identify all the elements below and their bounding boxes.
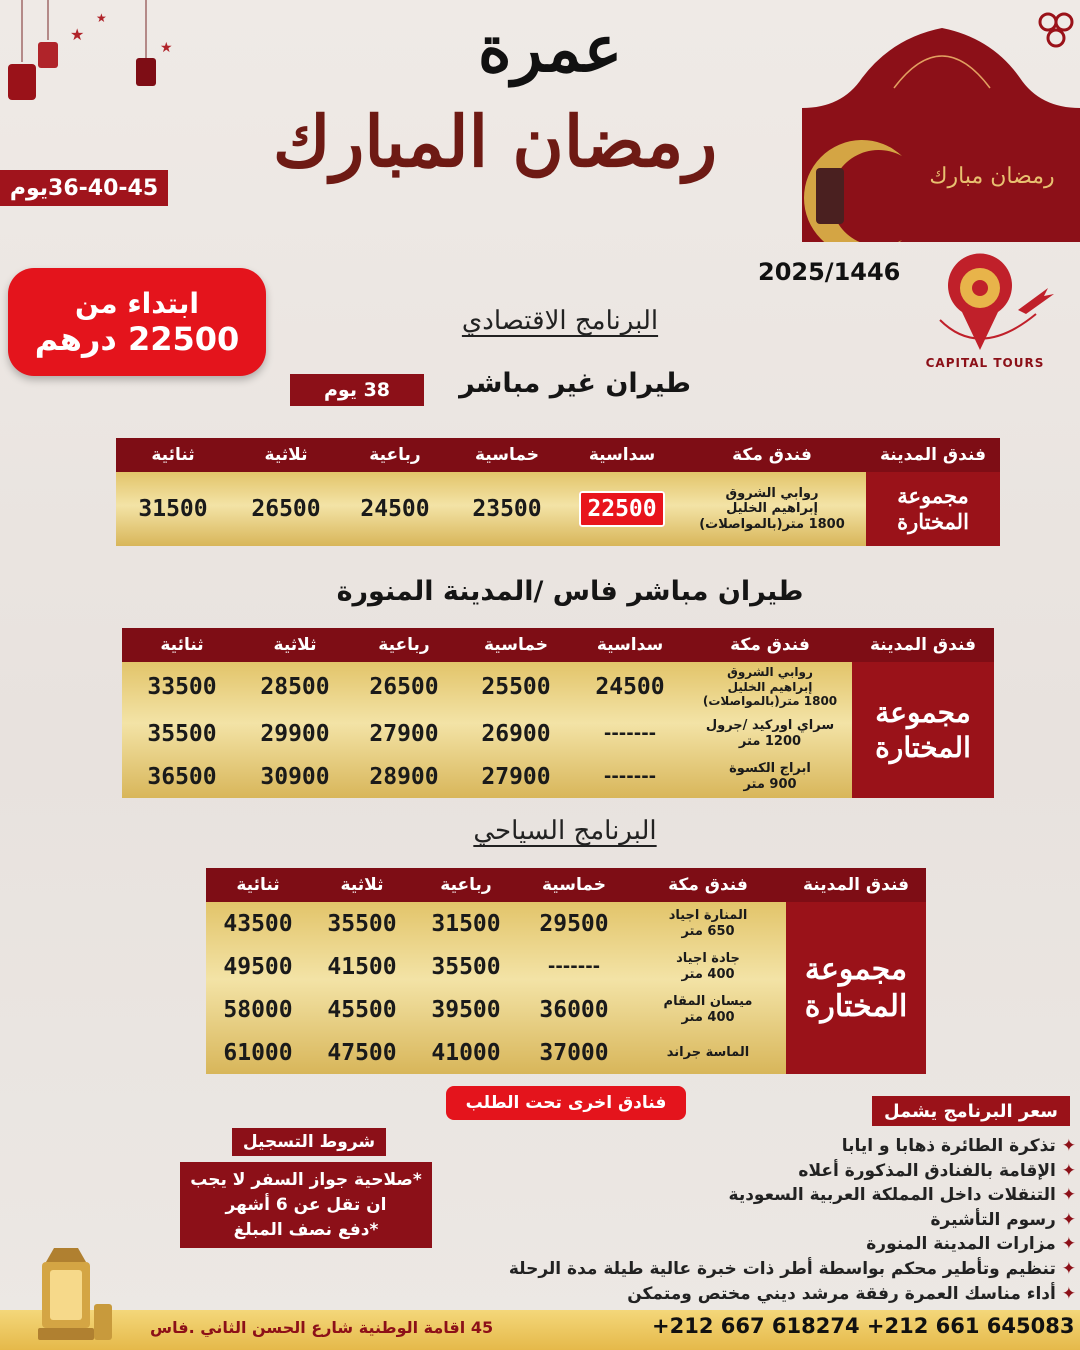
makkah-hotel-cell: سراي اوركيد /جرول 1200 متر [705, 717, 835, 749]
indirect-flight-title: طيران غير مباشر [459, 368, 691, 399]
price-cell-four: 28900 [369, 763, 439, 790]
price-cell-two: 31500 [138, 496, 208, 522]
makkah-hotel-cell: روابي الشروق إبراهيم الخليل 1800 متر(بالمواصلات) [702, 665, 838, 709]
price-cell-six: 24500 [595, 674, 665, 700]
price-cell-five: 27900 [481, 763, 551, 790]
price-cell-six: ------- [603, 723, 657, 744]
registration-title: شروط التسجيل [232, 1128, 386, 1156]
makkah-hotel-cell: ابراج الكسوة 900 متر [729, 760, 811, 792]
phone-numbers[interactable]: +212 667 618274 +212 661 645083 [652, 1314, 1075, 1338]
svg-text:★: ★ [160, 40, 173, 56]
price-cell-four: 35500 [431, 953, 501, 980]
pattern-icon [1036, 10, 1076, 50]
header-cell: سداسية [596, 635, 664, 655]
hotel-group-label: مجموعة المختارة [852, 662, 994, 798]
price-cell-three: 45500 [327, 996, 397, 1023]
makkah-hotel-cell: المنارة اجياد 650 متر [668, 907, 748, 939]
table-header [122, 628, 994, 662]
indirect-price-table [116, 438, 1000, 546]
price-cell-two: 36500 [147, 763, 217, 790]
table-row [122, 712, 852, 755]
svg-text:★: ★ [70, 25, 85, 44]
price-cell-four: 41000 [431, 1039, 501, 1066]
table-row [122, 755, 852, 798]
svg-text:★: ★ [96, 11, 107, 25]
price-cell-five: 25500 [481, 674, 551, 700]
list-item: ✦ تنظيم وتأطير محكم بواسطة أطر ذات خبرة عالية طيلة مدة الرحلة [440, 1257, 1076, 1282]
list-item: ✦ مزارات المدينة المنورة [440, 1232, 1076, 1257]
header-cell: فندق مكة [730, 635, 810, 655]
header-cell: رباعية [440, 875, 492, 895]
header-cell: فندق مكة [732, 445, 812, 465]
price-cell-six: 22500 [566, 496, 678, 522]
header-cell: سداسية [588, 445, 656, 465]
header-cell: ثلاثية [273, 635, 317, 655]
list-item: ✦ أداء مناسك العمرة رفقة مرشد ديني مختص ومتمكن [440, 1282, 1076, 1307]
days-options-badge: 36-40-45يوم [0, 170, 168, 206]
header-cell: ثنائية [160, 635, 204, 655]
registration-line: *صلاحية جواز السفر لا يجب [190, 1170, 422, 1190]
starting-price-badge [8, 268, 266, 376]
header-cell: خماسية [542, 875, 606, 895]
registration-conditions [180, 1162, 432, 1248]
table-row [122, 662, 852, 712]
table-row [116, 472, 866, 546]
table-row [206, 1031, 786, 1074]
price-cell-five: 29500 [539, 910, 609, 937]
price-cell-five: ------- [547, 956, 601, 977]
price-cell-two: 35500 [147, 720, 217, 747]
price-cell-five: 23500 [472, 496, 542, 522]
price-cell-two: 33500 [147, 674, 217, 700]
price-cell-three: 41500 [327, 953, 397, 980]
airplane-icon [1018, 288, 1054, 314]
list-item: ✦ الإقامة بالفنادق المذكورة أعلاه [440, 1159, 1076, 1184]
header-cell: ثنائية [236, 875, 280, 895]
table-row [206, 902, 786, 945]
lantern-icon [38, 42, 58, 68]
list-item: ✦ التنقلات داخل المملكة العربية السعودية [440, 1183, 1076, 1208]
price-cell-five: 26900 [481, 720, 551, 747]
price-cell-two: 49500 [223, 953, 293, 980]
title-ramadan: رمضان المبارك [272, 100, 718, 183]
ramadan-mosque-art [802, 28, 1080, 242]
direct-flight-title: طيران مباشر فاس /المدينة المنورة [336, 576, 804, 607]
header-cell: فندق المدينة [879, 445, 987, 465]
registration-line: *دفع نصف المبلغ [233, 1220, 379, 1240]
header-cell: فندق المدينة [869, 635, 977, 655]
price-cell-two: 61000 [223, 1039, 293, 1066]
price-cell-two: 58000 [223, 996, 293, 1023]
price-cell-three: 26500 [251, 496, 321, 522]
price-cell-three: 29900 [260, 720, 330, 747]
lantern-icon [816, 168, 844, 224]
makkah-hotel-cell: روابي الشروق إبراهيم الخليل 1800 متر(بالمواصلات) [699, 485, 845, 532]
header-cell: رباعية [369, 445, 421, 465]
price-cell-five: 36000 [539, 996, 609, 1023]
golden-lantern-icon [18, 1238, 114, 1346]
header-cell: خماسية [475, 445, 539, 465]
price-cell-six: ------- [603, 766, 657, 787]
other-hotels-badge: فنادق اخرى تحت الطلب [446, 1086, 686, 1120]
price-cell-two: 43500 [223, 910, 293, 937]
price-cell-four: 39500 [431, 996, 501, 1023]
registration-line: ان تقل عن 6 أشهر [225, 1195, 387, 1215]
header-cell: ثلاثية [340, 875, 384, 895]
price-cell-four: 31500 [431, 910, 501, 937]
price-cell-four: 27900 [369, 720, 439, 747]
header-cell: خماسية [484, 635, 548, 655]
table-row [206, 988, 786, 1031]
duration-badge: 38 يوم [290, 374, 424, 406]
makkah-hotel-cell: ميسان المقام 400 متر [663, 993, 753, 1025]
ramadan-mubarak-art-text: رمضان مبارك [929, 164, 1055, 189]
makkah-hotel-cell: الماسة جراند [666, 1044, 750, 1060]
lantern-icon [8, 64, 36, 100]
header-cell: ثنائية [151, 445, 195, 465]
tourist-program-title: البرنامج السياحي [473, 816, 657, 846]
header-cell: ثلاثية [264, 445, 308, 465]
includes-title: سعر البرنامج يشمل [872, 1096, 1070, 1126]
price-cell-four: 24500 [360, 496, 430, 522]
makkah-hotel-cell: جادة اجياد 400 متر [676, 950, 740, 982]
starting-price-value: 22500 درهم [34, 319, 240, 358]
header-cell: رباعية [378, 635, 430, 655]
includes-list [440, 1134, 1076, 1306]
lanterns-crescent-decoration [0, 0, 190, 130]
address-text: 45 اقامة الوطنية شارع الحسن الثاني .فاس [150, 1318, 494, 1337]
direct-price-table [122, 628, 994, 798]
title-umrah: عمرة [477, 12, 623, 87]
header-cell: فندق مكة [668, 875, 748, 895]
table-header [206, 868, 926, 902]
tourist-price-table [206, 868, 926, 1074]
price-cell-three: 28500 [260, 674, 330, 700]
price-cell-five: 37000 [539, 1039, 609, 1066]
table-header [116, 438, 1000, 472]
list-item: ✦ تذكرة الطائرة ذهابا و ايابا [440, 1134, 1076, 1159]
starting-price-label: ابتداء من [75, 286, 199, 320]
year-label: 2025/1446 [758, 258, 901, 286]
header-cell: فندق المدينة [802, 875, 910, 895]
economic-program-title: البرنامج الاقتصادي [461, 306, 659, 336]
price-cell-three: 47500 [327, 1039, 397, 1066]
logo-text: CAPITAL TOURS [925, 356, 1045, 370]
table-row [206, 945, 786, 988]
price-cell-three: 35500 [327, 910, 397, 937]
lantern-icon [136, 58, 156, 86]
price-cell-three: 30900 [260, 763, 330, 790]
hotel-group-label: مجموعة المختارة [866, 472, 1000, 546]
price-cell-four: 26500 [369, 674, 439, 700]
hotel-group-label: مجموعة المختارة [786, 902, 926, 1074]
list-item: ✦ رسوم التأشيرة [440, 1208, 1076, 1233]
